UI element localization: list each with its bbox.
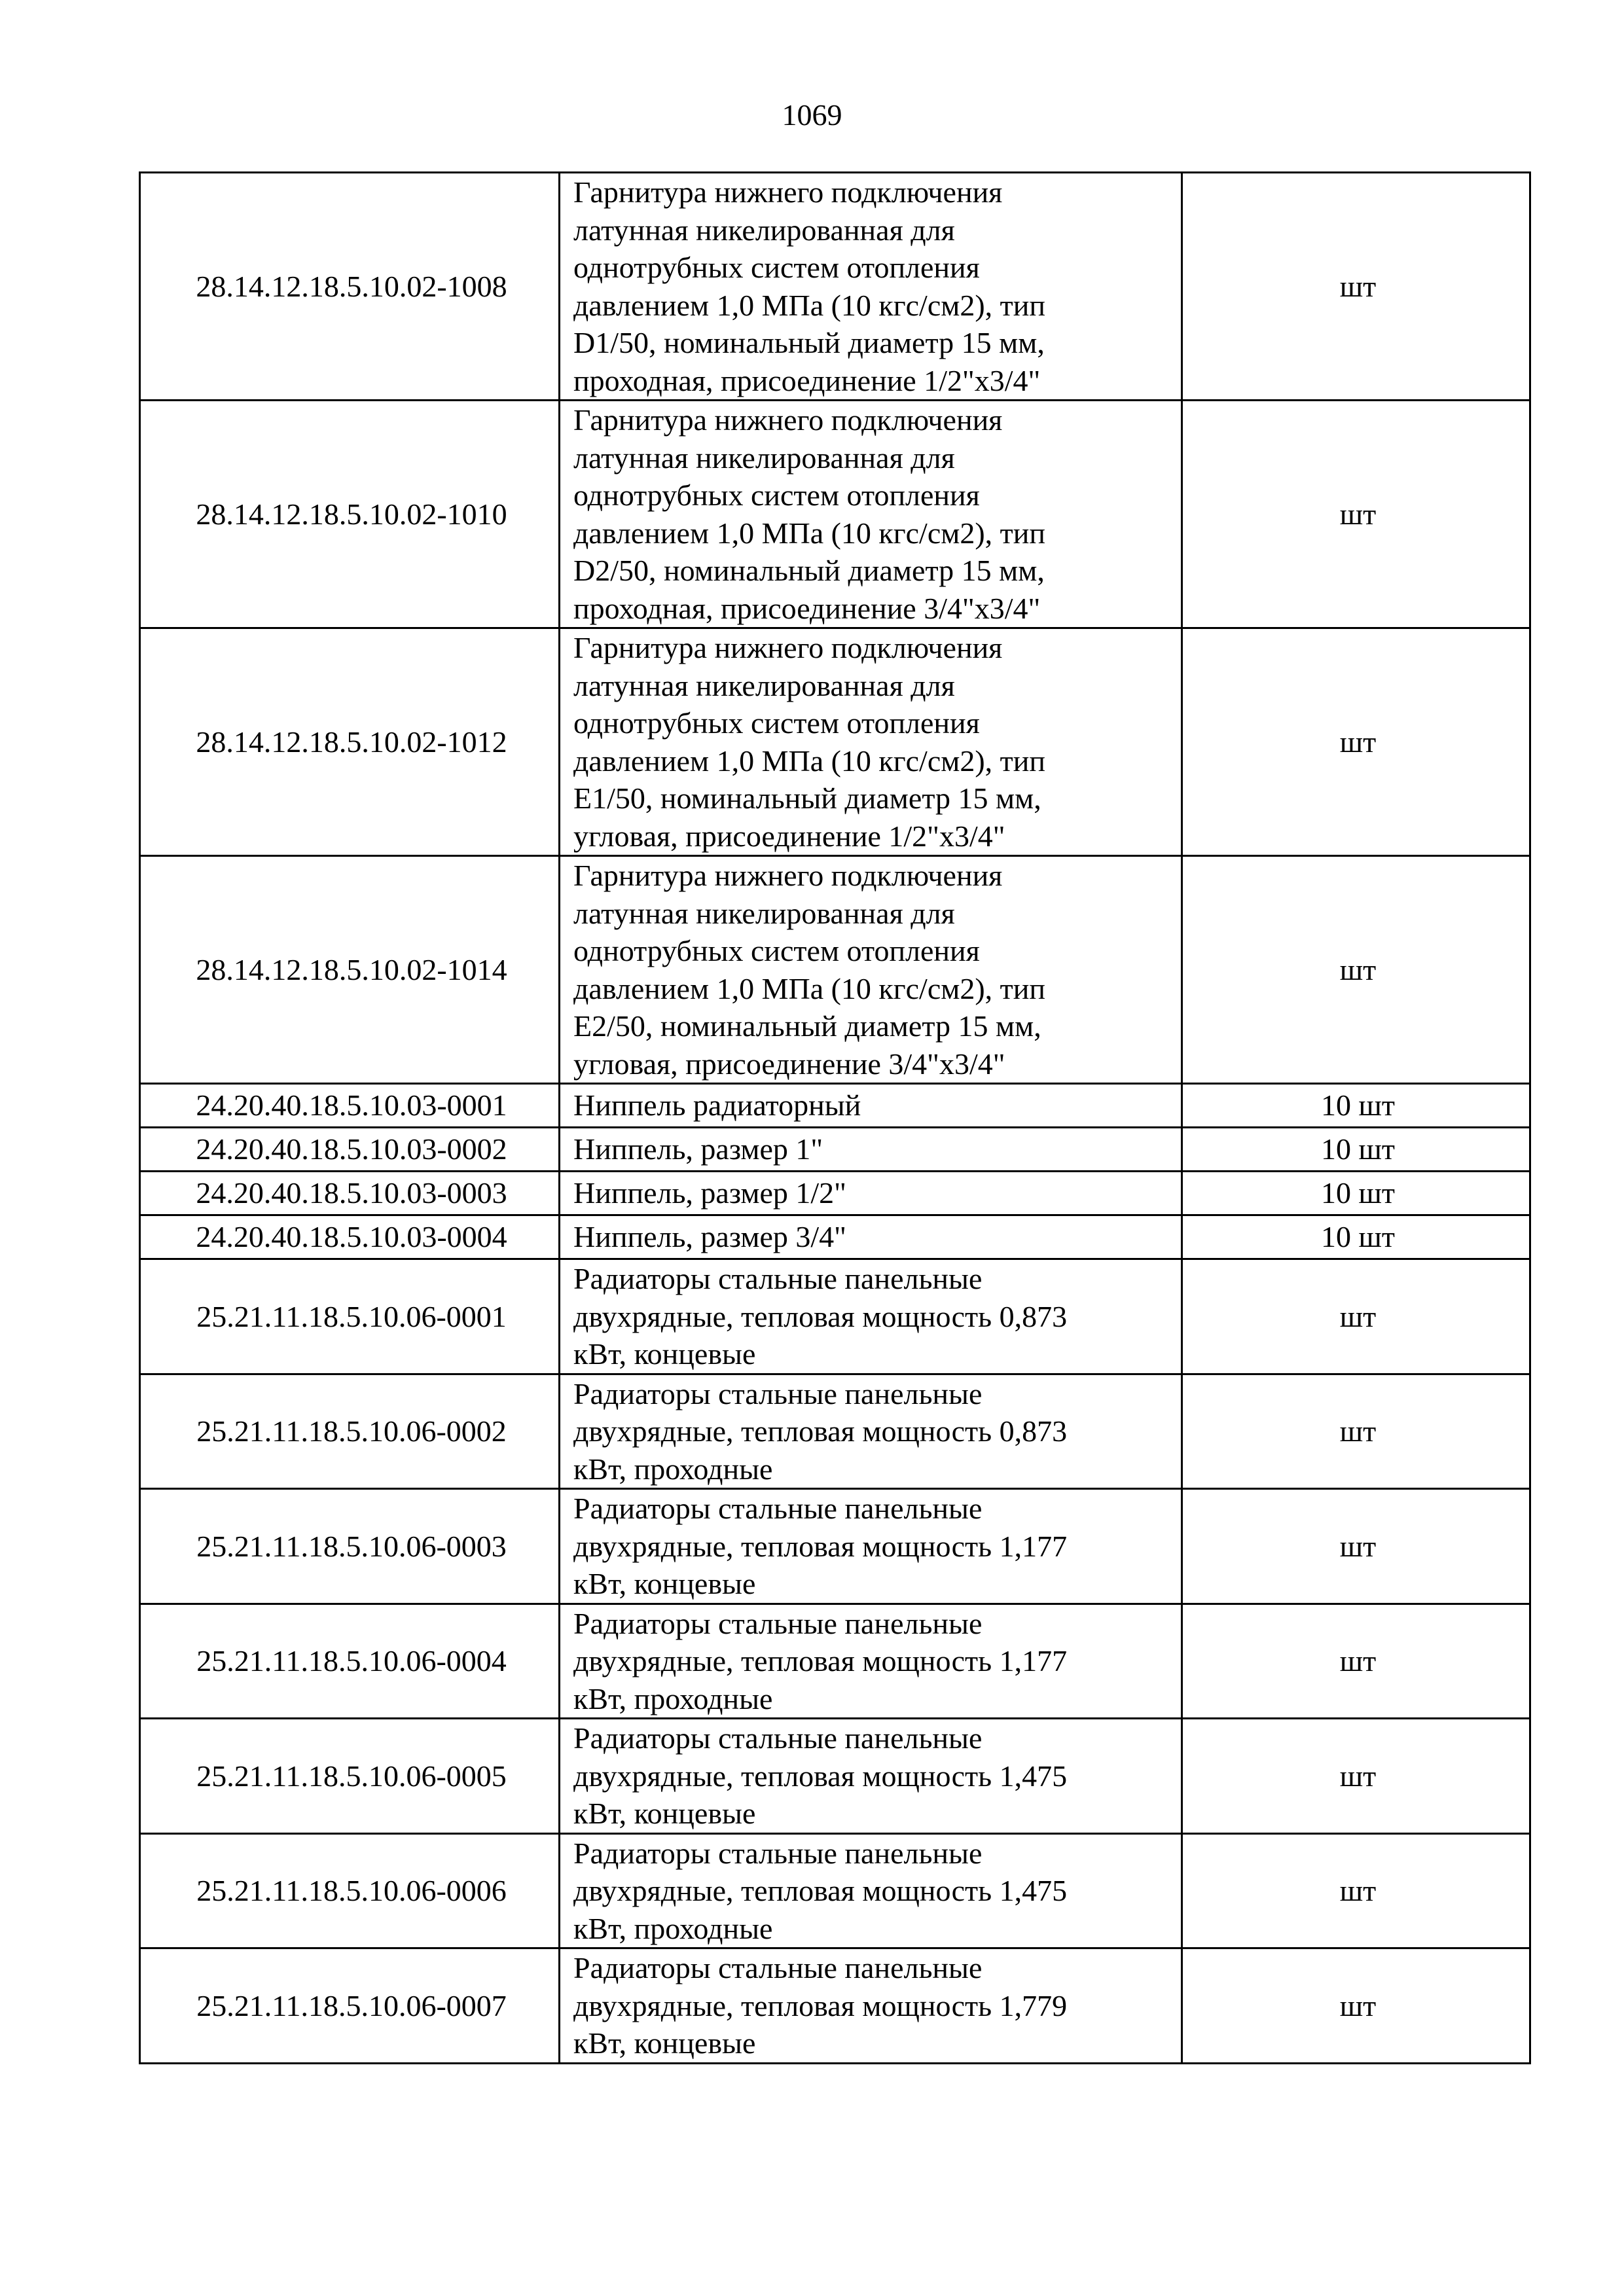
- resource-name: Радиаторы стальные панельные двухрядные, тепловая мощность 1,779 кВт, концевые: [560, 1948, 1182, 2064]
- table-row: [140, 173, 1530, 401]
- resource-name: Радиаторы стальные панельные двухрядные, тепловая мощность 1,475 кВт, проходные: [560, 1833, 1182, 1948]
- page-number: 1069: [782, 98, 842, 132]
- resource-name: Радиаторы стальные панельные двухрядные, тепловая мощность 1,475 кВт, концевые: [560, 1719, 1182, 1834]
- table-row: [140, 1719, 1530, 1834]
- resource-code: 25.21.11.18.5.10.06-0002: [140, 1374, 560, 1489]
- resource-name: Ниппель, размер 1": [560, 1128, 1182, 1172]
- resource-code: 25.21.11.18.5.10.06-0007: [140, 1948, 560, 2064]
- resource-code: 24.20.40.18.5.10.03-0002: [140, 1128, 560, 1172]
- resource-unit: шт: [1182, 1719, 1530, 1834]
- resource-name: Гарнитура нижнего подключения латунная никелированная для однотрубных систем отопления давлением 1,0 МПа (10 кгс/см2), тип E2/50, номинальный диаметр 15 мм, угловая, присоединение 3/4"x3/4": [560, 856, 1182, 1084]
- table-row: [140, 1374, 1530, 1489]
- table-row: [140, 1948, 1530, 2064]
- resource-unit: шт: [1182, 1374, 1530, 1489]
- resource-code: 25.21.11.18.5.10.06-0003: [140, 1489, 560, 1604]
- resource-unit: шт: [1182, 1259, 1530, 1374]
- resource-name: Гарнитура нижнего подключения латунная никелированная для однотрубных систем отопления давлением 1,0 МПа (10 кгс/см2), тип E1/50, номинальный диаметр 15 мм, угловая, присоединение 1/2"x3/4": [560, 628, 1182, 856]
- resource-unit: 10 шт: [1182, 1215, 1530, 1259]
- resource-unit: шт: [1182, 628, 1530, 856]
- table-row: [140, 856, 1530, 1084]
- resource-code: 24.20.40.18.5.10.03-0001: [140, 1084, 560, 1128]
- table-row: [140, 1489, 1530, 1604]
- resource-code: 28.14.12.18.5.10.02-1008: [140, 173, 560, 401]
- resource-code: 25.21.11.18.5.10.06-0006: [140, 1833, 560, 1948]
- resource-code: 28.14.12.18.5.10.02-1014: [140, 856, 560, 1084]
- resource-unit: шт: [1182, 856, 1530, 1084]
- table-row: [140, 1259, 1530, 1374]
- resource-unit: шт: [1182, 1604, 1530, 1719]
- resource-name: Ниппель радиаторный: [560, 1084, 1182, 1128]
- table-row: [140, 1172, 1530, 1215]
- table-row: [140, 1833, 1530, 1948]
- resource-name: Радиаторы стальные панельные двухрядные, тепловая мощность 1,177 кВт, проходные: [560, 1604, 1182, 1719]
- resource-name: Радиаторы стальные панельные двухрядные, тепловая мощность 1,177 кВт, концевые: [560, 1489, 1182, 1604]
- resource-code: 25.21.11.18.5.10.06-0001: [140, 1259, 560, 1374]
- resource-unit: шт: [1182, 173, 1530, 401]
- resource-unit: шт: [1182, 401, 1530, 628]
- resource-name: Ниппель, размер 1/2": [560, 1172, 1182, 1215]
- resource-name: Ниппель, размер 3/4": [560, 1215, 1182, 1259]
- resource-unit: шт: [1182, 1489, 1530, 1604]
- resource-name: Гарнитура нижнего подключения латунная никелированная для однотрубных систем отопления давлением 1,0 МПа (10 кгс/см2), тип D2/50, номинальный диаметр 15 мм, проходная, присоединение 3/4"x3/4": [560, 401, 1182, 628]
- table-row: [140, 1084, 1530, 1128]
- resource-code: 28.14.12.18.5.10.02-1010: [140, 401, 560, 628]
- table-row: [140, 1604, 1530, 1719]
- resource-code: 24.20.40.18.5.10.03-0003: [140, 1172, 560, 1215]
- resource-name: Гарнитура нижнего подключения латунная никелированная для однотрубных систем отопления давлением 1,0 МПа (10 кгс/см2), тип D1/50, номинальный диаметр 15 мм, проходная, присоединение 1/2"x3/4": [560, 173, 1182, 401]
- resource-unit: 10 шт: [1182, 1084, 1530, 1128]
- resource-code: 24.20.40.18.5.10.03-0004: [140, 1215, 560, 1259]
- resource-unit: 10 шт: [1182, 1128, 1530, 1172]
- resource-table-body: [140, 173, 1530, 2064]
- table-row: [140, 1215, 1530, 1259]
- resource-unit: шт: [1182, 1948, 1530, 2064]
- resource-name: Радиаторы стальные панельные двухрядные, тепловая мощность 0,873 кВт, концевые: [560, 1259, 1182, 1374]
- resource-code: 25.21.11.18.5.10.06-0005: [140, 1719, 560, 1834]
- resource-name: Радиаторы стальные панельные двухрядные, тепловая мощность 0,873 кВт, проходные: [560, 1374, 1182, 1489]
- resource-unit: шт: [1182, 1833, 1530, 1948]
- resource-code: 25.21.11.18.5.10.06-0004: [140, 1604, 560, 1719]
- resource-table: [139, 171, 1531, 2064]
- table-row: [140, 401, 1530, 628]
- resource-unit: 10 шт: [1182, 1172, 1530, 1215]
- table-row: [140, 1128, 1530, 1172]
- table-row: [140, 628, 1530, 856]
- resource-code: 28.14.12.18.5.10.02-1012: [140, 628, 560, 856]
